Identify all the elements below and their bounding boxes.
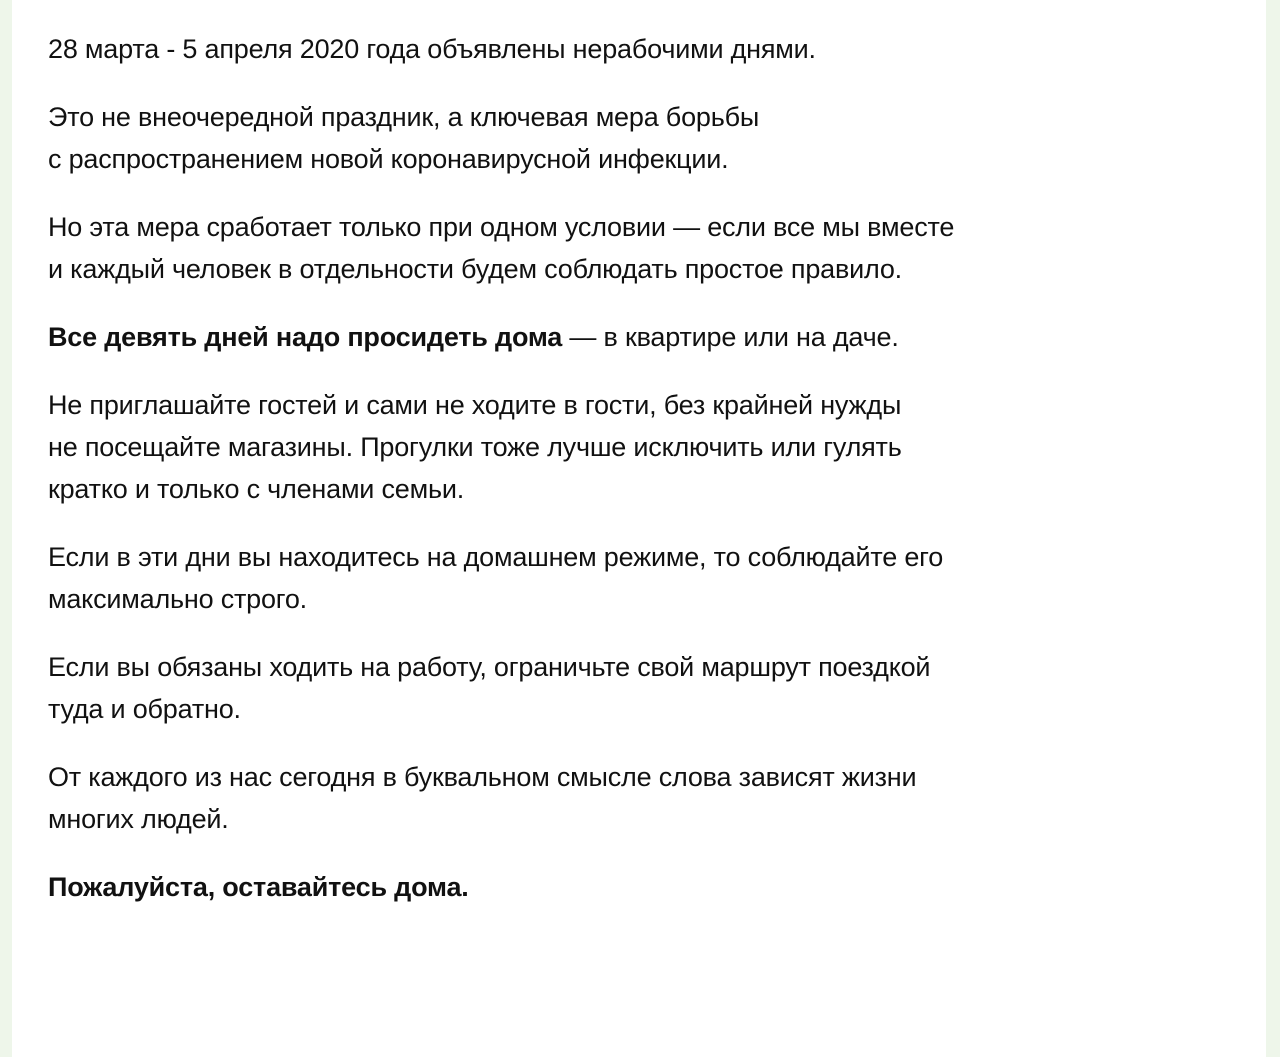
paragraph-please-stay-home	[48, 866, 1248, 908]
paragraph-line: От каждого из нас сегодня в буквальном смысле слова зависят жизни	[48, 762, 917, 792]
paragraph-work-route	[48, 646, 1248, 730]
paragraph-no-guests	[48, 384, 1248, 510]
paragraph-line: не посещайте магазины. Прогулки тоже лучше исключить или гулять	[48, 432, 902, 462]
paragraph-lives-depend	[48, 756, 1248, 840]
paragraph-home-regime	[48, 536, 1248, 620]
paragraph-line: туда и обратно.	[48, 694, 241, 724]
paragraph-line: Если в эти дни вы находитесь на домашнем режиме, то соблюдайте его	[48, 542, 944, 572]
document-body	[48, 28, 1248, 934]
paragraph-line: и каждый человек в отдельности будем соблюдать простое правило.	[48, 254, 902, 284]
paragraph-line: Не приглашайте гостей и сами не ходите в гости, без крайней нужды	[48, 390, 902, 420]
paragraph-line: Пожалуйста, оставайтесь дома.	[48, 872, 469, 902]
paragraph-text: — в квартире или на даче.	[562, 322, 899, 352]
left-frame-border	[0, 0, 12, 1057]
paragraph-line: максимально строго.	[48, 584, 307, 614]
paragraph-stay-home-rule	[48, 316, 1248, 358]
paragraph-line: с распространением новой коронавирусной инфекции.	[48, 144, 729, 174]
right-frame-border	[1266, 0, 1280, 1057]
paragraph-line: Если вы обязаны ходить на работу, ограничьте свой маршрут поездкой	[48, 652, 931, 682]
paragraph-dates	[48, 28, 1248, 70]
paragraph-line: 28 марта - 5 апреля 2020 года объявлены нерабочими днями.	[48, 34, 816, 64]
paragraph-line	[48, 316, 1248, 358]
paragraph-line: Это не внеочередной праздник, а ключевая мера борьбы	[48, 102, 760, 132]
paragraph-condition	[48, 206, 1248, 290]
paragraph-line: Но эта мера сработает только при одном условии — если все мы вместе	[48, 212, 955, 242]
emphasis-text: Все девять дней надо просидеть дома	[48, 322, 563, 352]
paragraph-line: многих людей.	[48, 804, 229, 834]
paragraph-line: кратко и только с членами семьи.	[48, 474, 465, 504]
paragraph-key-measure	[48, 96, 1248, 180]
